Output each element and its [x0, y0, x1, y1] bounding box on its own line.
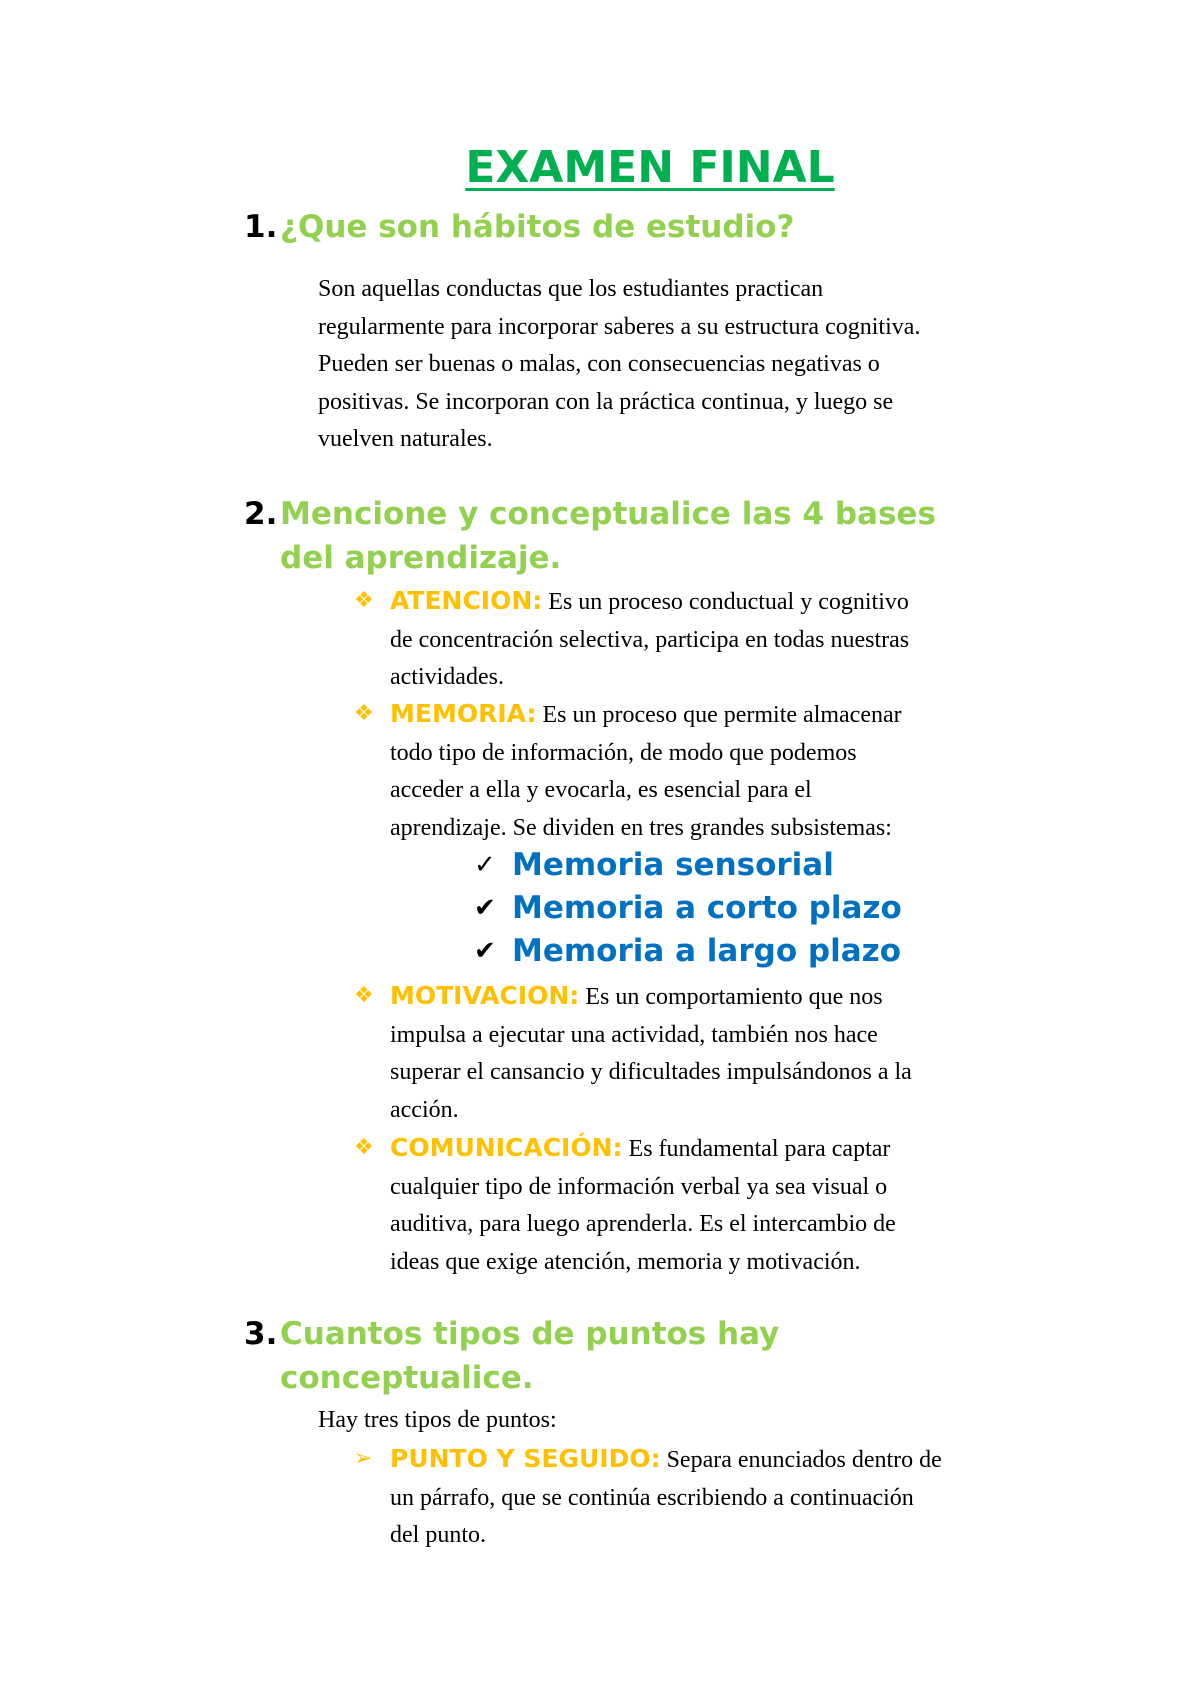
bullet-memoria	[354, 695, 1080, 847]
check-mark-icon: ✔	[474, 893, 496, 923]
bullet-term: COMUNICACIÓN:	[390, 1133, 623, 1162]
bullet-term: MEMORIA:	[390, 699, 537, 728]
bullet-punto-y-seguido	[354, 1440, 1080, 1555]
bullet-motivacion	[354, 977, 1080, 1129]
bullet-text: Es un proceso conductual y cognitivo	[548, 589, 909, 615]
bullet-text: acción.	[390, 1096, 459, 1123]
memory-type-label: Memoria a corto plazo	[512, 890, 902, 926]
answer-1-line: Pueden ser buenas o malas, con consecuencias negativas o	[318, 351, 880, 377]
answer-1-line: Son aquellas conductas que los estudiantes practican	[318, 276, 824, 302]
answer-1	[318, 271, 1078, 459]
bullet-text: todo tipo de información, de modo que podemos	[390, 739, 857, 766]
bullet-term: PUNTO Y SEGUIDO:	[390, 1444, 661, 1473]
question-3-text-line: Cuantos tipos de puntos hay	[280, 1316, 780, 1352]
diamond-bullet-icon: ❖	[354, 701, 374, 726]
diamond-bullet-icon: ❖	[354, 983, 374, 1008]
question-2-heading	[244, 492, 1040, 580]
answer-1-line: vuelven naturales.	[318, 426, 493, 452]
question-3-number: 3.	[244, 1316, 278, 1352]
bullet-text: aprendizaje. Se dividen en tres grandes subsistemas:	[390, 814, 892, 841]
bullet-atencion	[354, 582, 1080, 697]
question-2-number: 2.	[244, 496, 278, 532]
bullet-text: Es un comportamiento que nos	[585, 984, 883, 1010]
diamond-bullet-icon: ❖	[354, 1135, 374, 1160]
bullet-text: Es un proceso que permite almacenar	[542, 702, 902, 728]
question-3-text-line: conceptualice.	[280, 1360, 534, 1396]
question-1-text: ¿Que son hábitos de estudio?	[280, 209, 795, 245]
answer-1-line: regularmente para incorporar saberes a su estructura cognitiva.	[318, 313, 921, 340]
diamond-bullet-icon: ❖	[354, 588, 374, 613]
bullet-text: de concentración selectiva, participa en todas nuestras	[390, 626, 910, 653]
arrow-bullet-icon: ➢	[354, 1446, 373, 1471]
memory-type-label: Memoria a largo plazo	[512, 933, 901, 969]
bullet-text: cualquier tipo de información verbal ya sea visual o	[390, 1173, 888, 1200]
bullet-text: Es fundamental para captar	[628, 1136, 891, 1162]
bullet-text: superar el cansancio y dificultades impulsándonos a la	[390, 1059, 912, 1085]
question-2-text-line: Mencione y conceptualice las 4 bases	[280, 496, 936, 532]
memory-type-label: Memoria sensorial	[512, 847, 834, 883]
bullet-text: impulsa a ejecutar una actividad, también nos hace	[390, 1021, 878, 1048]
memory-type-item	[474, 887, 902, 929]
bullet-text: acceder a ella y evocarla, es esencial para el	[390, 777, 812, 803]
question-3-heading	[244, 1312, 1040, 1400]
memory-type-item	[474, 844, 834, 886]
bullet-text: Separa enunciados dentro de	[666, 1447, 942, 1473]
answer-1-line: positivas. Se incorporan con la práctica continua, y luego se	[318, 388, 894, 415]
bullet-text: un párrafo, que se continúa escribiendo a continuación	[390, 1484, 914, 1511]
bullet-text: auditiva, para luego aprenderla. Es el intercambio de	[390, 1211, 896, 1237]
bullet-comunicacion	[354, 1129, 1080, 1281]
question-1-heading	[244, 205, 1040, 249]
page-title: EXAMEN FINAL	[465, 142, 835, 193]
bullet-term: MOTIVACION:	[390, 981, 580, 1010]
question-2-text-line: del aprendizaje.	[280, 540, 562, 576]
bullet-text: ideas que exige atención, memoria y motivación.	[390, 1248, 861, 1275]
bullet-text: actividades.	[390, 664, 504, 690]
answer-3-intro: Hay tres tipos de puntos:	[318, 1407, 557, 1433]
bullet-term: ATENCION:	[390, 586, 543, 615]
check-mark-icon: ✓	[474, 850, 496, 880]
question-1-number: 1.	[244, 209, 278, 245]
check-mark-icon: ✔	[474, 936, 496, 966]
memory-type-item	[474, 930, 901, 972]
bullet-text: del punto.	[390, 1522, 486, 1548]
